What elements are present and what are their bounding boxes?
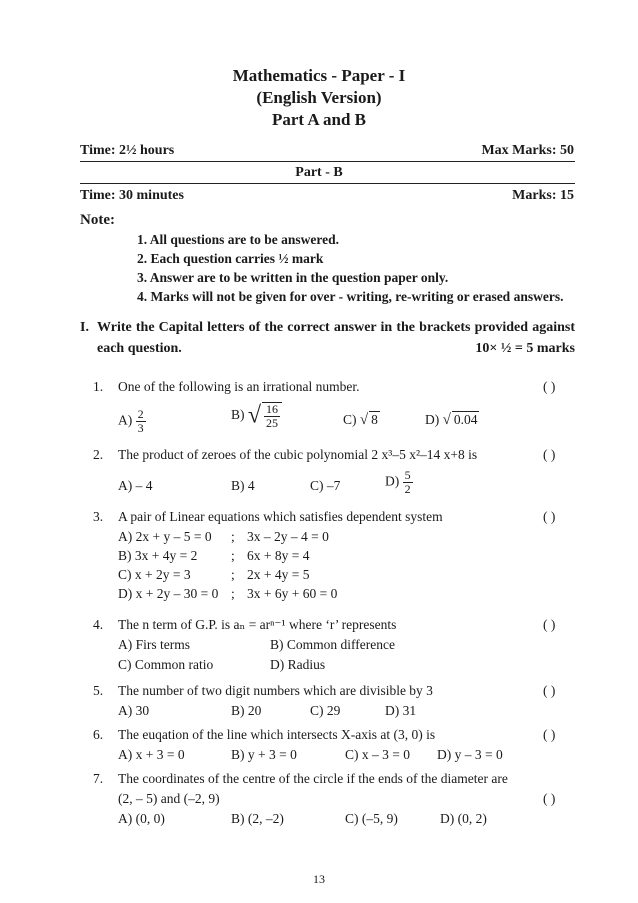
question-text-continued: (2, – 5) and (–2, 9) bbox=[118, 791, 220, 806]
answer-bracket[interactable]: ( ) bbox=[543, 509, 556, 524]
option-label: A) bbox=[118, 412, 133, 428]
equation-right: 6x + 8y = 4 bbox=[247, 548, 310, 563]
equation-right: 2x + 4y = 5 bbox=[247, 567, 310, 582]
separator: ; bbox=[231, 529, 235, 544]
question-text: One of the following is an irrational number. bbox=[118, 379, 360, 394]
question-number: 1. bbox=[93, 379, 104, 394]
denominator: 25 bbox=[266, 416, 279, 430]
note-label: Note: bbox=[80, 212, 115, 228]
note-item: 2. Each question carries ½ mark bbox=[137, 251, 324, 266]
question-text: The coordinates of the centre of the circle if the ends of the diameter are bbox=[118, 771, 508, 786]
time-2: Time: 30 minutes bbox=[80, 188, 184, 203]
fraction bbox=[136, 408, 146, 435]
denominator: 2 bbox=[404, 482, 411, 496]
note-item: 1. All questions are to be answered. bbox=[137, 232, 340, 247]
option-d: D) (0, 2) bbox=[440, 811, 487, 826]
equation-right: 3x – 2y – 4 = 0 bbox=[247, 529, 329, 544]
separator: ; bbox=[231, 567, 235, 582]
option-label: C) bbox=[343, 412, 357, 427]
option-b: B) (2, –2) bbox=[231, 811, 284, 826]
title-line-2: (English Version) bbox=[256, 88, 382, 107]
option-b: B) 4 bbox=[231, 478, 255, 493]
answer-bracket[interactable]: ( ) bbox=[543, 617, 556, 632]
option-label: D) bbox=[425, 412, 440, 427]
option-b: B) Common difference bbox=[270, 637, 395, 652]
option-c: C) Common ratio bbox=[118, 657, 214, 672]
section-instruction-2: each question. bbox=[97, 341, 182, 356]
question-number: 2. bbox=[93, 447, 104, 462]
title-line-3: Part A and B bbox=[272, 110, 366, 129]
option-c bbox=[343, 411, 380, 429]
equation-left: D) x + 2y – 30 = 0 bbox=[118, 586, 219, 601]
question-text: The number of two digit numbers which are divisible by 3 bbox=[118, 683, 433, 698]
fraction bbox=[262, 402, 282, 430]
question-number: 3. bbox=[93, 509, 104, 524]
sqrt-icon: √ bbox=[247, 402, 262, 429]
sqrt-icon: √ bbox=[442, 412, 451, 428]
question-number: 5. bbox=[93, 683, 104, 698]
option-d: D) 31 bbox=[385, 703, 417, 718]
time-label: Time: 2½ hours bbox=[80, 143, 175, 158]
answer-bracket[interactable]: ( ) bbox=[543, 683, 556, 698]
option-c: C) –7 bbox=[310, 478, 341, 493]
option-d bbox=[425, 411, 479, 429]
option-a: A) Firs terms bbox=[118, 637, 190, 652]
option-a: A) 30 bbox=[118, 703, 150, 718]
option-a: A) x + 3 = 0 bbox=[118, 747, 185, 762]
answer-bracket[interactable]: ( ) bbox=[543, 447, 556, 462]
answer-bracket[interactable]: ( ) bbox=[543, 727, 556, 742]
section-number: I. bbox=[80, 320, 89, 335]
question-text: The euqation of the line which intersects X-axis at (3, 0) is bbox=[118, 727, 436, 742]
option-c: C) 29 bbox=[310, 703, 341, 718]
answer-bracket[interactable]: ( ) bbox=[543, 379, 556, 394]
equation-right: 3x + 6y + 60 = 0 bbox=[247, 586, 338, 601]
option-c: C) x – 3 = 0 bbox=[345, 747, 410, 762]
radicand: 0.04 bbox=[453, 412, 478, 427]
separator: ; bbox=[231, 548, 235, 563]
note-item: 4. Marks will not be given for over - writing, re-writing or erased answers. bbox=[137, 289, 564, 304]
option-d: D) Radius bbox=[270, 657, 326, 672]
divider-top bbox=[80, 161, 575, 162]
section-instruction-1: Write the Capital letters of the correct answer in the brackets provided against bbox=[97, 320, 575, 335]
page-number: 13 bbox=[313, 872, 325, 886]
question-number: 7. bbox=[93, 771, 104, 786]
max-marks: Max Marks: 50 bbox=[481, 143, 574, 158]
option-label: D) bbox=[385, 473, 400, 489]
option-c: C) (–5, 9) bbox=[345, 811, 398, 826]
radicand: 8 bbox=[371, 412, 378, 427]
option-a bbox=[118, 408, 146, 435]
numerator: 5 bbox=[404, 468, 411, 482]
title-line-1: Mathematics - Paper - I bbox=[232, 66, 406, 85]
option-a: A) – 4 bbox=[118, 478, 153, 493]
equation-left: B) 3x + 4y = 2 bbox=[118, 548, 198, 563]
option-a: A) (0, 0) bbox=[118, 811, 165, 826]
option-label: B) bbox=[231, 407, 245, 423]
option-d bbox=[385, 469, 413, 496]
option-b: B) 20 bbox=[231, 703, 262, 718]
option-b: B) y + 3 = 0 bbox=[231, 747, 297, 762]
part-heading: Part - B bbox=[295, 165, 343, 180]
section-marks: 10× ½ = 5 marks bbox=[475, 341, 575, 356]
equation-left: C) x + 2y = 3 bbox=[118, 567, 191, 582]
option-d: D) y – 3 = 0 bbox=[437, 747, 503, 762]
question-text: A pair of Linear equations which satisfies dependent system bbox=[118, 509, 443, 524]
option-b bbox=[231, 402, 282, 430]
separator: ; bbox=[231, 586, 235, 601]
sqrt-icon: √ bbox=[359, 412, 369, 428]
numerator: 16 bbox=[266, 402, 279, 416]
question-number: 6. bbox=[93, 727, 104, 742]
question-text: The n term of G.P. is aₙ = arⁿ⁻¹ where ‘r’ represents bbox=[118, 617, 397, 632]
marks-2: Marks: 15 bbox=[512, 188, 574, 203]
note-item: 3. Answer are to be written in the question paper only. bbox=[137, 270, 449, 285]
equation-left: A) 2x + y – 5 = 0 bbox=[118, 529, 212, 544]
question-text: The product of zeroes of the cubic polynomial 2 x³–5 x²–14 x+8 is bbox=[118, 447, 478, 462]
denominator: 3 bbox=[137, 421, 144, 435]
question-number: 4. bbox=[93, 617, 104, 632]
divider-part bbox=[80, 183, 575, 184]
answer-bracket[interactable]: ( ) bbox=[543, 791, 556, 806]
numerator: 2 bbox=[137, 407, 144, 421]
fraction bbox=[403, 469, 413, 496]
